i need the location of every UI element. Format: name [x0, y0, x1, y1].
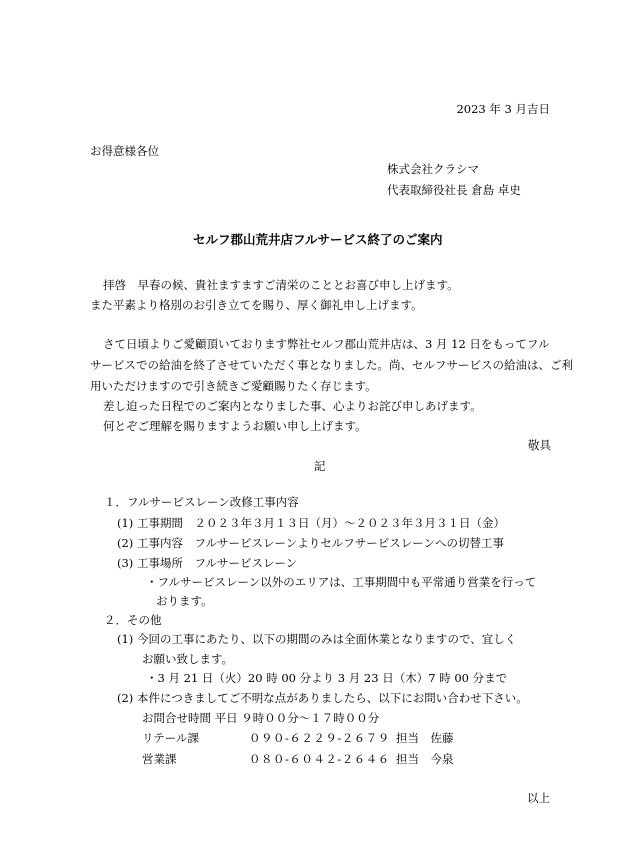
- body-line-4: 差し迫った日程でのご案内となりました事、心よりお詫び申しあげます。: [103, 399, 482, 413]
- contact-phone-retail: ０９０-６２２９-２６７９: [249, 731, 390, 745]
- contact-dept-sales: 営業課: [142, 752, 177, 766]
- body-line-1: さて日頃よりご愛顧頂いております弊社セルフ郡山荒井店は、3 月 12 日をもってフル: [103, 337, 550, 351]
- closing-ijou: 以上: [527, 791, 550, 805]
- section-1-note-line-2: おります。: [156, 594, 213, 608]
- greeting-line-2: また平素より格別のお引き立てを賜り、厚く御礼申し上げます。: [90, 298, 423, 312]
- sender-company: 株式会社クラシマ: [387, 162, 479, 176]
- recipient: お得意様各位: [90, 144, 159, 158]
- section-1-item-3: (3) 工事場所 フルサービスレーン: [117, 556, 298, 570]
- section-1-item-1: (1) 工事期間 ２０２３年３月１３日（月）～２０２３年３月３１日（金）: [117, 516, 505, 530]
- contact-person-sales: 担当 今泉: [396, 752, 454, 766]
- section-2-heading: ２．その他: [104, 613, 162, 627]
- section-1-item-2: (2) 工事内容 フルサービスレーンよりセルフサービスレーンへの切替工事: [117, 536, 505, 550]
- section-2-item-1-line-1: (1) 今回の工事にあたり、以下の期間のみは全面休業となりますので、宜しく: [117, 632, 517, 646]
- contact-phone-sales: ０８０-６０４２-２６４６: [249, 752, 390, 766]
- section-2-item-2-line-1: (2) 本件につきましてご不明な点がありましたら、以下にお問い合わせ下さい。: [117, 691, 528, 705]
- inquiry-hours: お問合せ時間 平日 ９時００分～１７時００分: [142, 711, 380, 725]
- issue-date: 2023 年 3 月吉日: [456, 102, 550, 116]
- contact-dept-retail: リテール課: [142, 731, 200, 745]
- body-line-2: サービスでの給油を終了させていただく事となりました。尚、セルフサービスの給油は、ご利: [90, 358, 573, 372]
- sender-representative: 代表取締役社長 倉島 卓史: [387, 183, 521, 197]
- body-line-3: 用いただけますので引き続きご愛顧賜りたく存じます。: [90, 379, 377, 393]
- closure-period: ・3 月 21 日（火）20 時 00 分より 3 月 23 日（木）7 時 00 分まで: [146, 671, 508, 685]
- body-line-5: 何とぞご理解を賜りますようお願い申し上げます。: [103, 419, 367, 433]
- ki-heading: 記: [314, 459, 326, 473]
- greeting-line-1: 拝啓 早春の候、貴社ますますご清栄のこととお喜び申し上げます。: [103, 278, 459, 292]
- closing-keigu: 敬具: [528, 438, 551, 452]
- section-1-heading: １．フルサービスレーン改修工事内容: [104, 495, 299, 509]
- contact-person-retail: 担当 佐藤: [396, 731, 454, 745]
- document-title: セルフ郡山荒井店フルサービス終了のご案内: [193, 232, 443, 247]
- section-1-note-line-1: ・フルサービスレーン以外のエリアは、工事期間中も平常通り営業を行って: [146, 575, 537, 589]
- section-2-item-1-line-2: お願い致します。: [142, 652, 234, 666]
